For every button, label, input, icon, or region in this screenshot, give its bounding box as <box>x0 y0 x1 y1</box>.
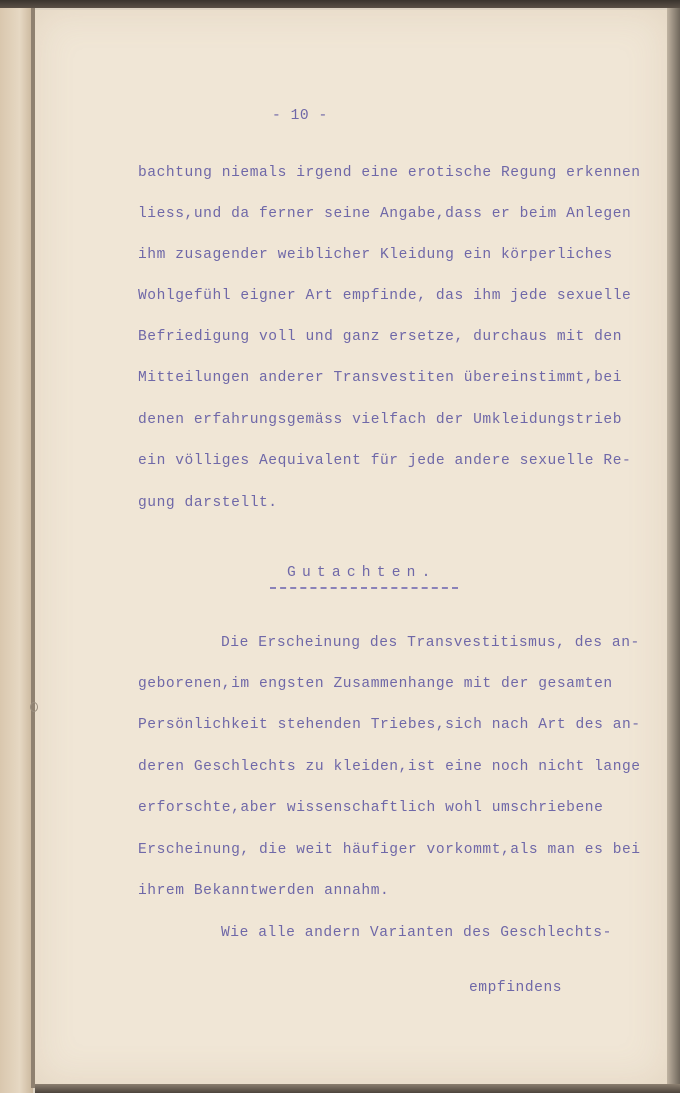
page-number: - 10 - <box>272 108 328 124</box>
text-line: denen erfahrungsgemäss vielfach der Umkleidungstrieb <box>138 412 622 428</box>
text-line: liess,und da ferner seine Angabe,dass er beim Anlegen <box>138 206 632 222</box>
text-line: Erscheinung, die weit häufiger vorkommt,als man es bei <box>138 842 641 858</box>
catchword: empfindens <box>469 980 563 996</box>
section-heading: Gutachten. <box>287 565 437 581</box>
text-line: ihm zusagender weiblicher Kleidung ein körperliches <box>138 247 613 263</box>
text-line: Befriedigung voll und ganz ersetze, durchaus mit den <box>138 329 622 345</box>
text-line: erforschte,aber wissenschaftlich wohl umschriebene <box>138 800 604 816</box>
binding-mark <box>30 702 38 712</box>
text-line: ihrem Bekanntwerden annahm. <box>138 883 390 899</box>
heading-underline <box>270 587 458 589</box>
text-line: ein völliges Aequivalent für jede andere sexuelle Re- <box>138 453 632 469</box>
text-line: bachtung niemals irgend eine erotische Regung erkennen <box>138 165 641 181</box>
text-line: Persönlichkeit stehenden Triebes,sich nach Art des an- <box>138 717 641 733</box>
book-bottom-edge <box>35 1084 680 1093</box>
right-page-edge <box>667 8 680 1093</box>
text-line: geborenen,im engsten Zusammenhange mit der gesamten <box>138 676 613 692</box>
book-top-edge <box>0 0 680 8</box>
text-line: Die Erscheinung des Transvestitismus, des an- <box>221 635 640 651</box>
text-line: Wohlgefühl eigner Art empfinde, das ihm jede sexuelle <box>138 288 632 304</box>
text-line: gung darstellt. <box>138 495 278 511</box>
text-line: Mitteilungen anderer Transvestiten übereinstimmt,bei <box>138 370 622 386</box>
text-line: deren Geschlechts zu kleiden,ist eine noch nicht lange <box>138 759 641 775</box>
paragraph-3-line: Wie alle andern Varianten des Geschlechts- <box>221 925 612 941</box>
left-page-edge <box>0 8 33 1093</box>
